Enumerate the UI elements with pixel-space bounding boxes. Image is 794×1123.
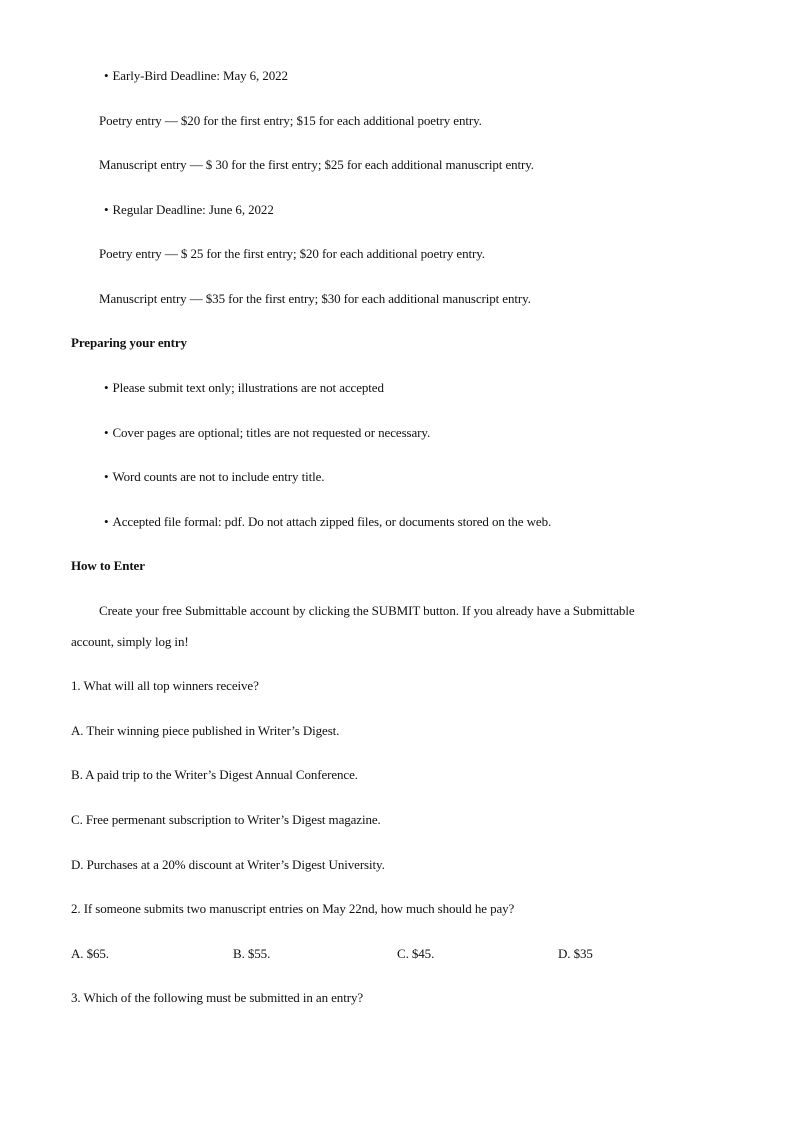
question-2-stem: 2. If someone submits two manuscript entries on May 22nd, how much should he pay? [71, 901, 515, 916]
how-to-enter-heading: How to Enter [71, 558, 145, 573]
preparing-item: • Word counts are not to include entry title. [104, 469, 325, 484]
question-1-option-d: D. Purchases at a 20% discount at Writer’s Digest University. [71, 857, 385, 872]
bullet-icon: • [104, 380, 109, 395]
question-2-option-c: C. $45. [397, 946, 435, 961]
preparing-item: • Accepted file formal: pdf. Do not attach zipped files, or documents stored on the web. [104, 514, 552, 529]
question-2-option-d: D. $35 [558, 946, 593, 961]
preparing-item: • Cover pages are optional; titles are not requested or necessary. [104, 425, 431, 440]
early-bird-deadline: • Early-Bird Deadline: May 6, 2022 [104, 68, 288, 83]
bullet-icon: • [104, 68, 109, 83]
preparing-heading: Preparing your entry [71, 335, 187, 350]
bullet-icon: • [104, 202, 109, 217]
how-to-enter-line2: account, simply log in! [71, 634, 189, 649]
question-2-option-b: B. $55. [233, 946, 271, 961]
how-to-enter-line1: Create your free Submittable account by clicking the SUBMIT button. If you already have a Submittable [99, 603, 635, 618]
bullet-icon: • [104, 469, 109, 484]
question-3-stem: 3. Which of the following must be submitted in an entry? [71, 990, 364, 1005]
bullet-icon: • [104, 514, 109, 529]
question-1-stem: 1. What will all top winners receive? [71, 678, 259, 693]
preparing-item: • Please submit text only; illustrations are not accepted [104, 380, 384, 395]
regular-manuscript-fee: Manuscript entry — $35 for the first entry; $30 for each additional manuscript entry. [99, 291, 531, 306]
early-bird-poetry-fee: Poetry entry — $20 for the first entry; $15 for each additional poetry entry. [99, 113, 482, 128]
question-1-option-b: B. A paid trip to the Writer’s Digest Annual Conference. [71, 767, 358, 782]
question-2-option-a: A. $65. [71, 946, 109, 961]
question-1-option-a: A. Their winning piece published in Writer’s Digest. [71, 723, 340, 738]
question-1-option-c: C. Free permenant subscription to Writer’s Digest magazine. [71, 812, 381, 827]
early-bird-manuscript-fee: Manuscript entry — $ 30 for the first entry; $25 for each additional manuscript entry. [99, 157, 534, 172]
bullet-icon: • [104, 425, 109, 440]
regular-deadline: • Regular Deadline: June 6, 2022 [104, 202, 274, 217]
regular-poetry-fee: Poetry entry — $ 25 for the first entry; $20 for each additional poetry entry. [99, 246, 485, 261]
